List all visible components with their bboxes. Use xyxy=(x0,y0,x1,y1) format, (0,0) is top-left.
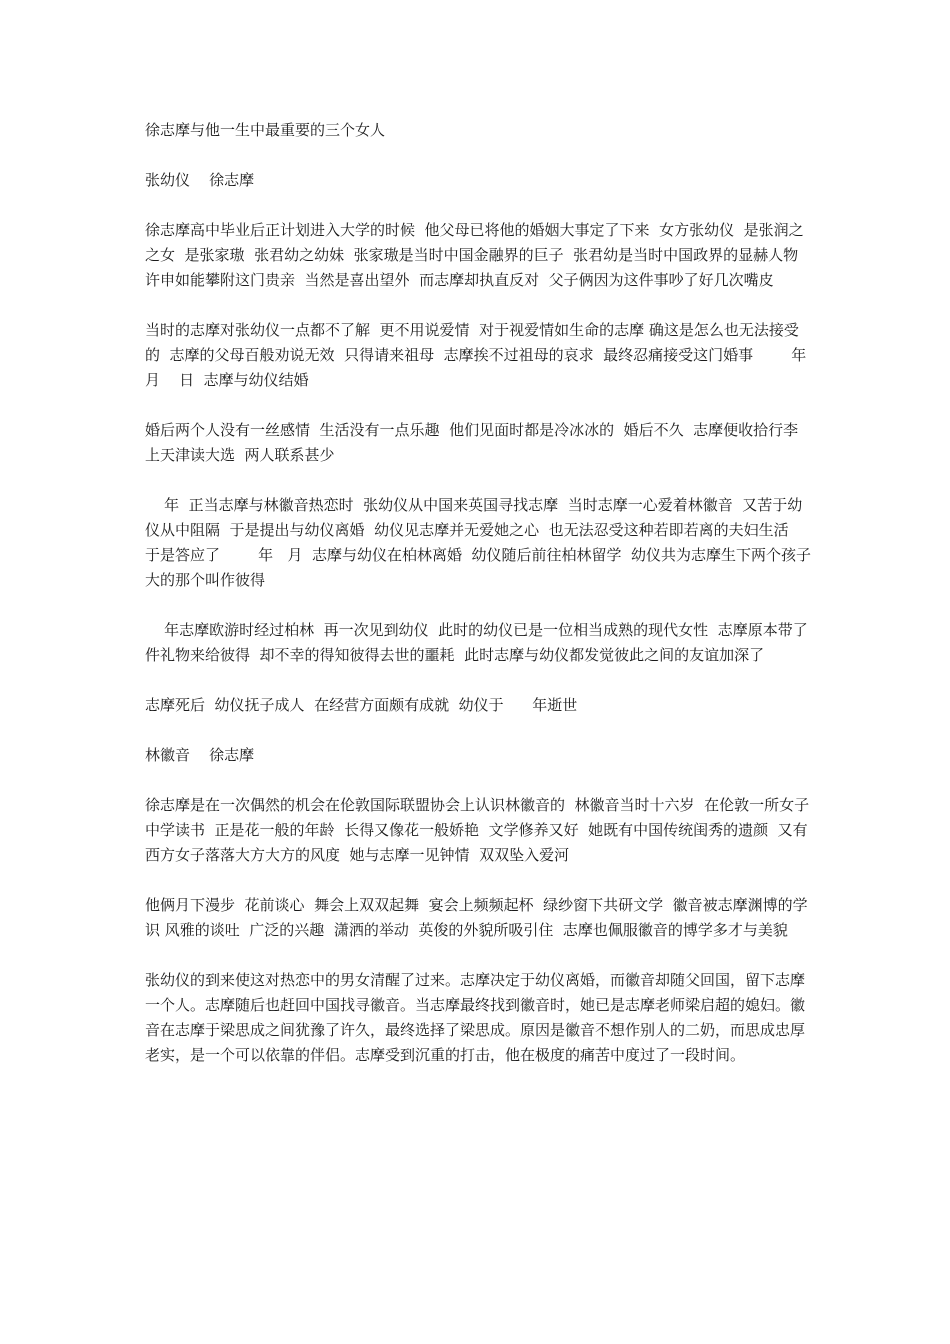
document-body xyxy=(145,118,826,1093)
paragraph-3: 婚后两个人没有一丝感情 生活没有一点乐趣 他们见面时都是冷冰冰的 婚后不久 志摩便收拾行李上天津读大选 两人联系甚少 xyxy=(145,421,799,464)
paragraph-8: 他俩月下漫步 花前谈心 舞会上双双起舞 宴会上频频起杯 绿纱窗下共研文学 徽音被志摩渊博的学识 风雅的谈吐 广泛的兴趣 潇洒的举动 英俊的外貌所吸引住 志摩也佩服徽音的博学多才与美貌 xyxy=(145,896,808,939)
paragraph-9: 张幼仪的到来使这对热恋中的男女清醒了过来。志摩决定于幼仪离婚，而徽音却随父回国，留下志摩一个人。志摩随后也赶回中国找寻徽音。当志摩最终找到徽音时，她已是志摩老师梁启超的媳妇。徽音在志摩于梁思成之间犹豫了许久，最终选择了梁思成。原因是徽音不想作别人的二奶，而思成忠厚老实，是一个可以依靠的伴侣。志摩受到沉重的打击，他在极度的痛苦中度过了一段时间。 xyxy=(145,971,806,1064)
section-heading-lin-huiyin: 林徽音 徐志摩 xyxy=(145,746,255,764)
paragraph-1: 徐志摩高中毕业后正计划进入大学的时候 他父母已将他的婚姻大事定了下来 女方张幼仪 是张润之之女 是张家璈 张君幼之幼妹 张家璈是当时中国金融界的巨子 张君幼是当时中国政界的显赫人物 许申如能攀附这门贵亲 当然是喜出望外 而志摩却执直反对 父子俩因为这件事吵了好几次嘴皮 xyxy=(145,221,808,289)
paragraph-4: 年 正当志摩与林徽音热恋时 张幼仪从中国来英国寻找志摩 当时志摩一心爱着林徽音 又苦于幼仪从中阻隔 于是提出与幼仪离婚 幼仪见志摩并无爱她之心 也无法忍受这种若即若离的夫妇生活 于是答应了 年 月 志摩与幼仪在柏林离婚 幼仪随后前往柏林留学 幼仪共为志摩生下两个孩子 大的那个叫作彼得 xyxy=(145,496,821,589)
section-heading-zhang-youyi: 张幼仪 徐志摩 xyxy=(145,171,255,189)
paragraph-5: 年志摩欧游时经过柏林 再一次见到幼仪 此时的幼仪已是一位相当成熟的现代女性 志摩原本带了件礼物来给彼得 却不幸的得知彼得去世的噩耗 此时志摩与幼仪都发觉彼此之间的友谊加深了 xyxy=(145,621,808,664)
document-title: 徐志摩与他一生中最重要的三个女人 xyxy=(145,121,386,139)
paragraph-2: 当时的志摩对张幼仪一点都不了解 更不用说爱情 对于视爱情如生命的志摩 确这是怎么也无法接受的 志摩的父母百般劝说无效 只得请来祖母 志摩挨不过祖母的哀求 最终忍痛接受这门婚事 年 月 日 志摩与幼仪结婚 xyxy=(145,321,826,389)
paragraph-6: 志摩死后 幼仪抚子成人 在经营方面颇有成就 幼仪于 年逝世 xyxy=(145,696,578,714)
paragraph-7: 徐志摩是在一次偶然的机会在伦敦国际联盟协会上认识林徽音的 林徽音当时十六岁 在伦敦一所女子中学读书 正是花一般的年龄 长得又像花一般娇艳 文学修养又好 她既有中国传统闺秀的遗颜 又有西方女子落落大方大方的风度 她与志摩一见钟情 双双坠入爱河 xyxy=(145,796,810,864)
